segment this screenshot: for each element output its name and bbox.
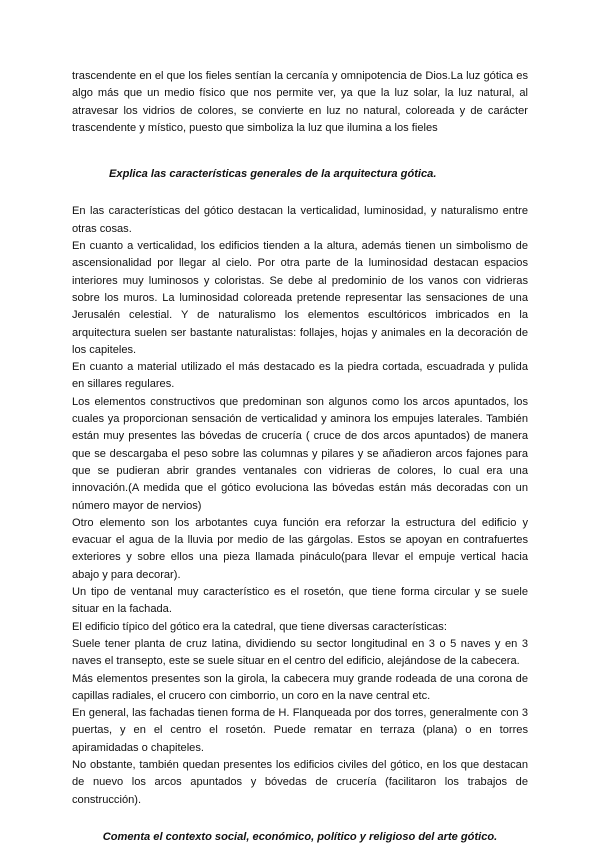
paragraph-latin-cross-plan: Suele tener planta de cruz latina, dividiendo su sector longitudinal en 3 o 5 naves y en 3 naves el transepto, este se suele situar en el centro del edificio, alejándose de la cabecera. <box>72 637 528 668</box>
document-page <box>72 68 528 846</box>
paragraph-ambulatory: Más elementos presentes son la girola, la cabecera muy grande rodeada de una corona de capillas radiales, el crucero con cimborrio, un coro en la nave central etc. <box>72 672 528 702</box>
paragraph-constructive-elements: Los elementos constructivos que predominan son algunos como los arcos apuntados, los cuales ya proporcionan sensación de verticalidad y aminora los empujes laterales. También están muy presentes las bóvedas de crucería ( cruce de dos arcos apuntados) de manera que se descargaba el peso sobre las columnas y pilares y se añadieron arcos fajones para que se pudieran abrir grandes ventanales con vidrieras de colores, lo cual era una innovación.(A medida que el gótico evoluciona las bóvedas están más decoradas con un número mayor de nervios) <box>72 395 528 512</box>
paragraph-cathedral-intro: El edificio típico del gótico era la catedral, que tiene diversas características: <box>72 620 447 633</box>
paragraph-characteristics-overview: En las características del gótico destacan la verticalidad, luminosidad, y naturalismo entre otras cosas. <box>72 205 528 235</box>
paragraph-verticality-luminosity: En cuanto a verticalidad, los edificios tienden a la altura, además tienen un simbolismo de ascensionalidad por llegar al cielo. Por otra parte de la luminosidad destacan espacios interiores muy luminosos y coloristas. Se debe al predominio de los vanos con vidrieras sobre los muros. La luminosidad coloreada pretende representar las sensaciones de una Jerusalén celestial. Y de naturalismo los elementos escultóricos imbricados en la arquitectura suelen ser bastante naturalistas: follajes, hojas y animales en la decoración de los capiteles. <box>72 240 528 356</box>
paragraph-flying-buttresses: Otro elemento son los arbotantes cuya función era reforzar la estructura del edificio y evacuar el agua de la lluvia por medio de las gárgolas. Estos se apoyan en contrafuertes exteriores y sobre ellos una pieza llamada pináculo(para llevar el empuje vertical hacia abajo y para decorar). <box>72 516 528 581</box>
paragraph-civil-buildings: No obstante, también quedan presentes los edificios civiles del gótico, en los que destacan de nuevo los arcos apuntados y bóvedas de crucería (facilitaron los trabajos de construcción). <box>72 758 528 806</box>
section-heading-gothic-context: Comenta el contexto social, económico, político y religioso del arte gótico. <box>102 830 498 843</box>
paragraph-rose-window: Un tipo de ventanal muy característico es el rosetón, que tiene forma circular y se suele situar en la fachada. <box>72 586 528 616</box>
intro-paragraph: trascendente en el que los fieles sentían la cercanía y omnipotencia de Dios.La luz gótica es algo más que un medio físico que nos permite ver, ya que la luz solar, la luz natural, al atravesar los vidrios de colores, se convierte en luz no natural, coloreada y de carácter trascendente y místico, puesto que simboliza la luz que ilumina a los fieles <box>72 70 528 134</box>
paragraph-material: En cuanto a material utilizado el más destacado es la piedra cortada, escuadrada y pulida en sillares regulares. <box>72 361 528 391</box>
section-heading-gothic-characteristics: Explica las características generales de la arquitectura gótica. <box>109 168 437 181</box>
paragraph-facades: En general, las fachadas tienen forma de H. Flanqueada por dos torres, generalmente con 3 puertas, y en el centro el rosetón. Puede rematar en terraza (plana) o en torres apiramidadas o chapiteles. <box>72 707 528 754</box>
